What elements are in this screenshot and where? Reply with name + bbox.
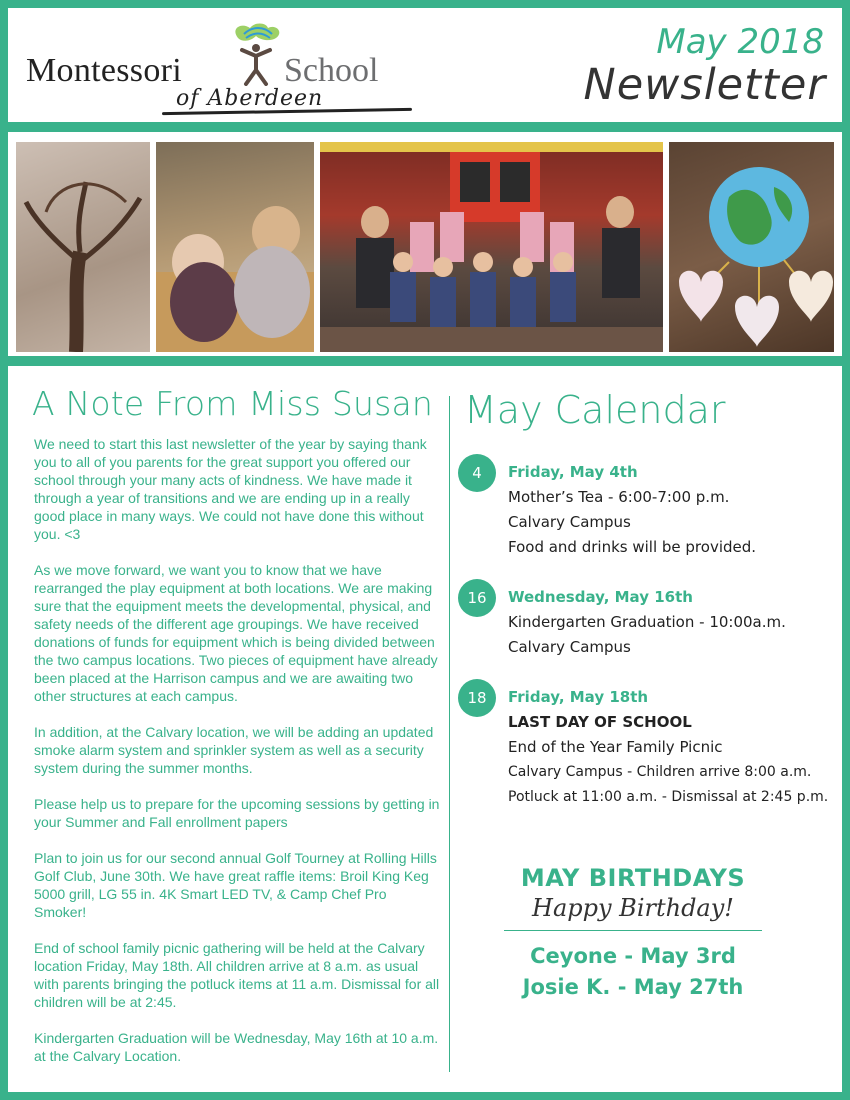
earth-craft-photo — [669, 142, 834, 352]
header-panel — [8, 8, 842, 122]
note-paragraph: Kindergarten Graduation will be Wednesday, May 16th at 10 a.m. at the Calvary Location. — [34, 1030, 439, 1064]
tree-drawing-icon — [16, 142, 150, 352]
birthdays-title: MAY BIRTHDAYS — [520, 864, 746, 892]
logo-figure-icon — [224, 20, 288, 86]
event-detail: LAST DAY OF SCHOOL — [508, 713, 692, 731]
birthday-entry: Josie K. - May 27th — [522, 975, 744, 999]
calendar-heading: May Calendar — [464, 388, 726, 432]
event-detail: Food and drinks will be provided. — [508, 538, 757, 556]
note-paragraph: Please help us to prepare for the upcoming sessions by getting in your Summer and Fall enrollment papers — [34, 796, 440, 830]
content-panel — [8, 366, 842, 1092]
event-detail: Mother’s Tea - 6:00-7:00 p.m. — [508, 488, 730, 506]
event-day-badge: 16 — [458, 579, 496, 617]
thank-you-tree-photo — [16, 142, 150, 352]
note-section — [32, 384, 442, 1083]
birthdays-subtitle: Happy Birthday! — [532, 894, 734, 922]
event-date: Wednesday, May 16th — [508, 588, 693, 606]
event-date: Friday, May 4th — [508, 463, 638, 481]
note-paragraph: We need to start this last newsletter of the year by saying thank you to all of you parents for the great support you offered our school through your many acts of kindness. We have made it through a year of transitions and we are ending up in a really good place in many ways. We could not have done this without you. <3 — [34, 436, 427, 542]
newsletter-title: Newsletter — [583, 60, 826, 110]
event-date: Friday, May 18th — [508, 688, 649, 706]
event-detail: Calvary Campus - Children arrive 8:00 a.m. — [508, 764, 812, 780]
note-paragraph: Plan to join us for our second annual Golf Tourney at Rolling Hills Golf Club, June 30th. We have great raffle items: Broil King Keg 5000 grill, LG 55 in. 4K Smart LED TV, & Camp Chef Pro Smoker! — [34, 850, 437, 920]
event-detail: Kindergarten Graduation - 10:00a.m. — [508, 613, 786, 631]
earth-craft-icon — [669, 142, 834, 352]
birthdays-divider — [504, 930, 762, 931]
fire-station-group-photo — [320, 142, 663, 352]
toddlers-photo — [156, 142, 314, 352]
event-detail: Potluck at 11:00 a.m. - Dismissal at 2:45 p.m. — [508, 789, 829, 805]
school-logo — [26, 14, 426, 118]
note-paragraph: End of school family picnic gathering will be held at the Calvary location Friday, May 18th. All children arrive at 8 a.m. as usual with parents bringing the potluck items at 11 a.m. Dismissal for all children will be at 2:45. — [34, 940, 440, 1010]
column-divider — [449, 396, 450, 1072]
event-detail: Calvary Campus — [508, 513, 631, 531]
event-detail: End of the Year Family Picnic — [508, 738, 723, 756]
logo-montessori-text: Montessori — [26, 52, 182, 89]
note-heading: A Note From Miss Susan — [32, 384, 434, 423]
note-paragraph: In addition, at the Calvary location, we will be adding an updated smoke alarm system and sprinkler system as well as a security system during the summer months. — [34, 724, 434, 776]
note-paragraph: As we move forward, we want you to know that we have rearranged the play equipment at both locations. We are making sure that the equipment meets the developmental, physical, and safety needs of the different age groupings. We have received donations of funds for equipment which is being divided between the two campus locations. Two pieces of equipment have already been placed at the Harrison campus and we are awaiting two other structures at each campus. — [34, 562, 438, 704]
issue-month: May 2018 — [656, 22, 824, 62]
logo-school-text: School — [284, 52, 379, 89]
event-day-badge: 4 — [458, 454, 496, 492]
toddlers-shape-icon — [156, 142, 314, 352]
photo-strip — [8, 132, 842, 356]
birthday-entry: Ceyone - May 3rd — [530, 944, 736, 968]
group-shape-icon — [320, 142, 663, 352]
event-detail: Calvary Campus — [508, 638, 631, 656]
logo-location-text: of Aberdeen — [176, 86, 324, 111]
event-day-badge: 18 — [458, 679, 496, 717]
birthdays-section — [504, 864, 762, 1003]
